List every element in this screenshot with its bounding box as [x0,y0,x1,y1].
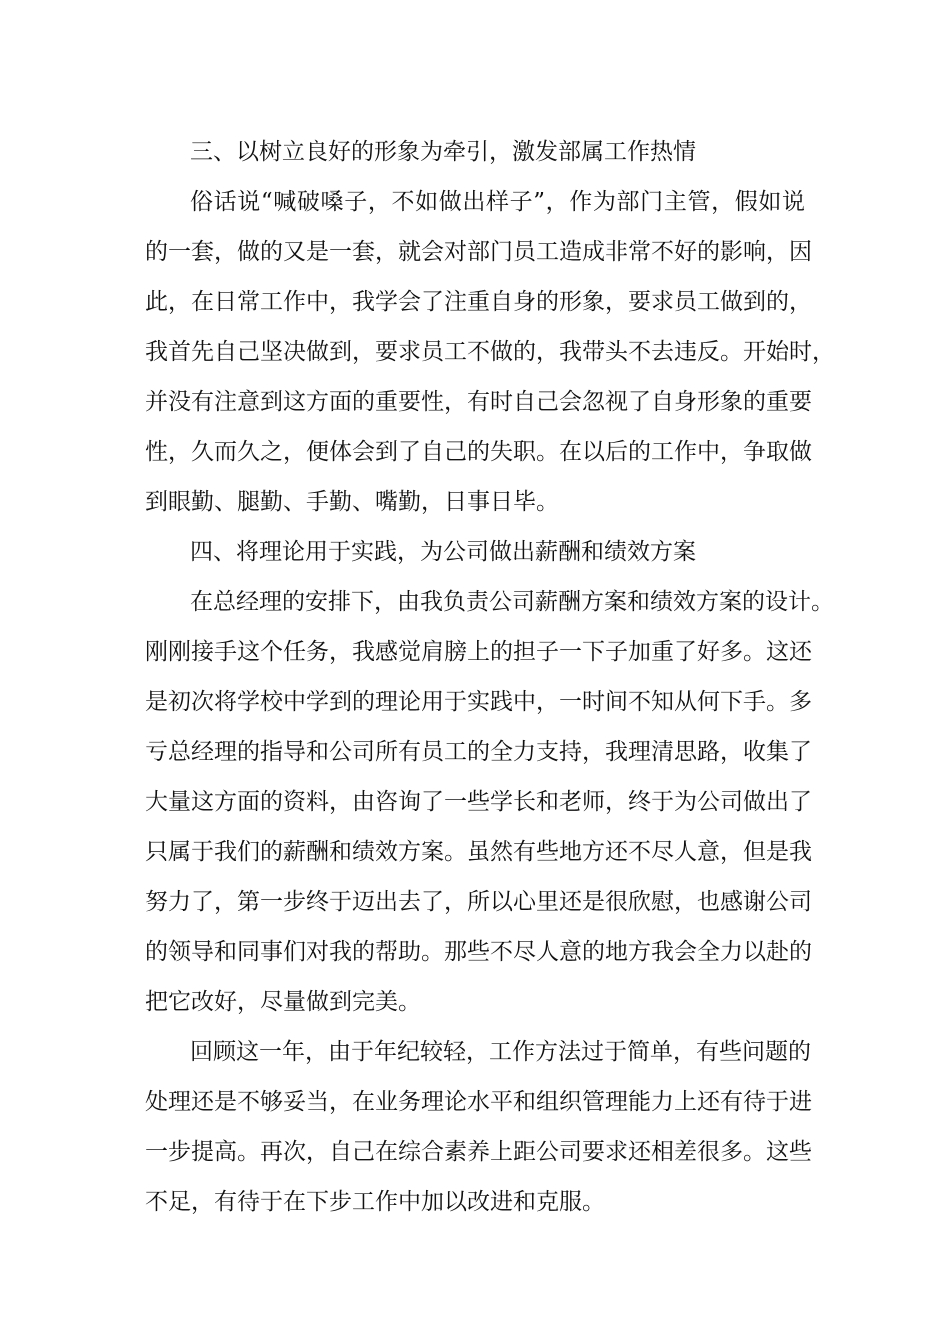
paragraph-line: 只属于我们的薪酬和绩效方案。虽然有些地方还不尽人意，但是我 [145,839,812,865]
paragraph-line: 此，在日常工作中，我学会了注重自身的形象，要求员工做到的， [145,289,812,315]
paragraph-line: 性，久而久之，便体会到了自己的失职。在以后的工作中，争取做 [145,439,812,465]
paragraph-line: 亏总经理的指导和公司所有员工的全力支持，我理清思路，收集了 [145,739,812,765]
section-heading-3: 三、以树立良好的形象为牵引，激发部属工作热情 [190,139,696,165]
paragraph-line: 大量这方面的资料，由咨询了一些学长和老师，终于为公司做出了 [145,789,812,815]
paragraph-line: 我首先自己坚决做到，要求员工不做的，我带头不去违反。开始时， [145,339,835,365]
paragraph-line: 的领导和同事们对我的帮助。那些不尽人意的地方我会全力以赴的 [145,939,812,965]
paragraph-line: 俗话说“喊破嗓子，不如做出样子”，作为部门主管，假如说 [190,189,805,215]
paragraph-line: 的一套，做的又是一套，就会对部门员工造成非常不好的影响，因 [145,239,812,265]
section-heading-4: 四、将理论用于实践，为公司做出薪酬和绩效方案 [190,539,696,565]
paragraph-line: 在总经理的安排下，由我负责公司薪酬方案和绩效方案的设计。 [190,589,834,615]
paragraph-line: 到眼勤、腿勤、手勤、嘴勤，日事日毕。 [145,489,559,515]
paragraph-line: 不足，有待于在下步工作中加以改进和克服。 [145,1189,605,1215]
paragraph-line: 是初次将学校中学到的理论用于实践中，一时间不知从何下手。多 [145,689,812,715]
paragraph-line: 努力了，第一步终于迈出去了，所以心里还是很欣慰，也感谢公司 [145,889,812,915]
paragraph-line: 回顾这一年，由于年纪较轻，工作方法过于简单，有些问题的 [190,1039,811,1065]
paragraph-line: 刚刚接手这个任务，我感觉肩膀上的担子一下子加重了好多。这还 [145,639,812,665]
paragraph-line: 并没有注意到这方面的重要性，有时自己会忽视了自身形象的重要 [145,389,812,415]
paragraph-line: 一步提高。再次，自己在综合素养上距公司要求还相差很多。这些 [145,1139,812,1165]
paragraph-line: 处理还是不够妥当，在业务理论水平和组织管理能力上还有待于进 [145,1089,812,1115]
paragraph-line: 把它改好，尽量做到完美。 [145,989,421,1015]
